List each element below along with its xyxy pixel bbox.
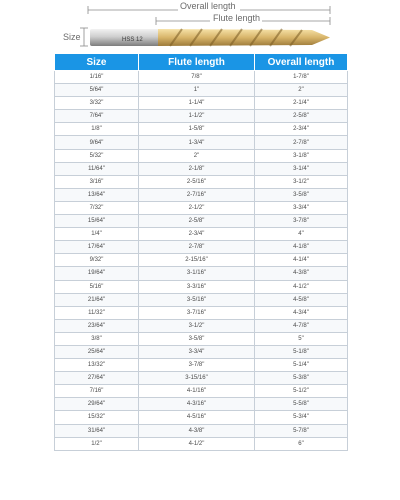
flute-length-cell: 3-1/2"	[139, 319, 255, 332]
size-cell: 1/8"	[55, 123, 139, 136]
size-cell: 9/64"	[55, 136, 139, 149]
flute-length-cell: 2-7/8"	[139, 241, 255, 254]
table-row	[55, 123, 348, 136]
size-cell: 3/32"	[55, 97, 139, 110]
size-cell: 7/64"	[55, 110, 139, 123]
size-cell: 11/64"	[55, 162, 139, 175]
table-row	[55, 306, 348, 319]
flute-length-cell: 4-3/16"	[139, 398, 255, 411]
table-row	[55, 201, 348, 214]
overall-length-cell: 2-7/8"	[255, 136, 348, 149]
flute-length-cell: 3-1/16"	[139, 267, 255, 280]
flute-length-cell: 4-1/2"	[139, 437, 255, 450]
overall-length-cell: 3-1/2"	[255, 175, 348, 188]
table-row	[55, 149, 348, 162]
header-overall-length: Overall length	[255, 54, 348, 71]
size-cell: 5/64"	[55, 84, 139, 97]
overall-length-cell: 5-3/8"	[255, 372, 348, 385]
flute-length-cell: 4-1/16"	[139, 385, 255, 398]
size-cell: 13/64"	[55, 188, 139, 201]
flute-length-cell: 3-5/8"	[139, 332, 255, 345]
overall-length-cell: 3-7/8"	[255, 215, 348, 228]
flute-length-cell: 2-15/16"	[139, 254, 255, 267]
overall-length-cell: 5-5/8"	[255, 398, 348, 411]
size-cell: 31/64"	[55, 424, 139, 437]
table-row	[55, 97, 348, 110]
overall-length-label: Overall length	[180, 1, 236, 11]
table-row	[55, 398, 348, 411]
size-cell: 15/64"	[55, 215, 139, 228]
table-row	[55, 359, 348, 372]
header-size: Size	[55, 54, 139, 71]
table-row	[55, 136, 348, 149]
overall-length-cell: 1-7/8"	[255, 71, 348, 84]
flute-length-cell: 3-3/16"	[139, 280, 255, 293]
overall-length-cell: 5-3/4"	[255, 411, 348, 424]
flute-length-cell: 3-5/16"	[139, 293, 255, 306]
table-row	[55, 162, 348, 175]
overall-length-cell: 3-3/4"	[255, 201, 348, 214]
flute-length-cell: 1-3/4"	[139, 136, 255, 149]
overall-length-cell: 3-1/4"	[255, 162, 348, 175]
overall-length-cell: 6"	[255, 437, 348, 450]
flute-length-cell: 2-3/4"	[139, 228, 255, 241]
flute-length-cell: 3-15/16"	[139, 372, 255, 385]
flute-length-cell: 1-5/8"	[139, 123, 255, 136]
size-cell: 13/32"	[55, 359, 139, 372]
overall-length-cell: 5-7/8"	[255, 424, 348, 437]
size-cell: 5/16"	[55, 280, 139, 293]
overall-length-cell: 3-1/8"	[255, 149, 348, 162]
overall-length-cell: 5-1/4"	[255, 359, 348, 372]
size-cell: 7/16"	[55, 385, 139, 398]
table-row	[55, 280, 348, 293]
size-cell: 29/64"	[55, 398, 139, 411]
size-cell: 19/64"	[55, 267, 139, 280]
size-cell: 3/16"	[55, 175, 139, 188]
flute-length-cell: 1-1/4"	[139, 97, 255, 110]
overall-length-cell: 4-3/8"	[255, 267, 348, 280]
flute-length-cell: 3-7/8"	[139, 359, 255, 372]
table-row	[55, 267, 348, 280]
table-row	[55, 254, 348, 267]
size-cell: 15/32"	[55, 411, 139, 424]
table-row	[55, 215, 348, 228]
table-row	[55, 437, 348, 450]
size-cell: 27/64"	[55, 372, 139, 385]
overall-length-cell: 4-1/4"	[255, 254, 348, 267]
size-cell: 23/64"	[55, 319, 139, 332]
overall-length-cell: 5-1/8"	[255, 345, 348, 358]
drill-size-table	[54, 53, 348, 451]
bit-marking: HSS 12	[122, 37, 143, 43]
overall-length-cell: 5-1/2"	[255, 385, 348, 398]
table-row	[55, 228, 348, 241]
header-flute-length: Flute length	[139, 54, 255, 71]
overall-length-cell: 2-3/4"	[255, 123, 348, 136]
flute-length-cell: 4-5/16"	[139, 411, 255, 424]
size-cell: 21/64"	[55, 293, 139, 306]
overall-length-cell: 4"	[255, 228, 348, 241]
flute-length-cell: 3-7/16"	[139, 306, 255, 319]
table-row	[55, 110, 348, 123]
overall-length-cell: 4-1/8"	[255, 241, 348, 254]
size-cell: 17/64"	[55, 241, 139, 254]
flute-length-label: Flute length	[213, 13, 261, 23]
size-cell: 3/8"	[55, 332, 139, 345]
table-row	[55, 424, 348, 437]
overall-length-cell: 3-5/8"	[255, 188, 348, 201]
table-row	[55, 175, 348, 188]
overall-length-cell: 4-7/8"	[255, 319, 348, 332]
size-dimension	[80, 28, 88, 46]
table-row	[55, 332, 348, 345]
size-cell: 9/32"	[55, 254, 139, 267]
overall-length-cell: 4-3/4"	[255, 306, 348, 319]
table-row	[55, 71, 348, 84]
flute-length-cell: 2-1/2"	[139, 201, 255, 214]
table-row	[55, 345, 348, 358]
table-row	[55, 385, 348, 398]
overall-length-cell: 2"	[255, 84, 348, 97]
flute-length-cell: 2-1/8"	[139, 162, 255, 175]
flute-length-cell: 2-5/8"	[139, 215, 255, 228]
table-row	[55, 84, 348, 97]
table-row	[55, 241, 348, 254]
table-row	[55, 319, 348, 332]
flute-length-cell: 1"	[139, 84, 255, 97]
overall-length-cell: 2-5/8"	[255, 110, 348, 123]
table-body	[55, 71, 348, 451]
flute-length-cell: 2-7/16"	[139, 188, 255, 201]
size-cell: 1/4"	[55, 228, 139, 241]
size-cell: 25/64"	[55, 345, 139, 358]
size-cell: 11/32"	[55, 306, 139, 319]
size-cell: 7/32"	[55, 201, 139, 214]
overall-length-cell: 5"	[255, 332, 348, 345]
flute-length-cell: 7/8"	[139, 71, 255, 84]
table-header-row	[55, 54, 348, 71]
overall-length-cell: 4-5/8"	[255, 293, 348, 306]
size-label: Size	[63, 32, 81, 42]
table-row	[55, 372, 348, 385]
overall-length-cell: 4-1/2"	[255, 280, 348, 293]
size-cell: 5/32"	[55, 149, 139, 162]
table-row	[55, 188, 348, 201]
table-row	[55, 411, 348, 424]
drill-bit-diagram	[0, 0, 400, 53]
drill-bit	[90, 29, 330, 46]
size-cell: 1/16"	[55, 71, 139, 84]
table-row	[55, 293, 348, 306]
overall-length-cell: 2-1/4"	[255, 97, 348, 110]
flute-length-cell: 4-3/8"	[139, 424, 255, 437]
size-cell: 1/2"	[55, 437, 139, 450]
flute-length-cell: 1-1/2"	[139, 110, 255, 123]
flute-length-cell: 3-3/4"	[139, 345, 255, 358]
flute-length-cell: 2"	[139, 149, 255, 162]
flute-length-cell: 2-5/16"	[139, 175, 255, 188]
